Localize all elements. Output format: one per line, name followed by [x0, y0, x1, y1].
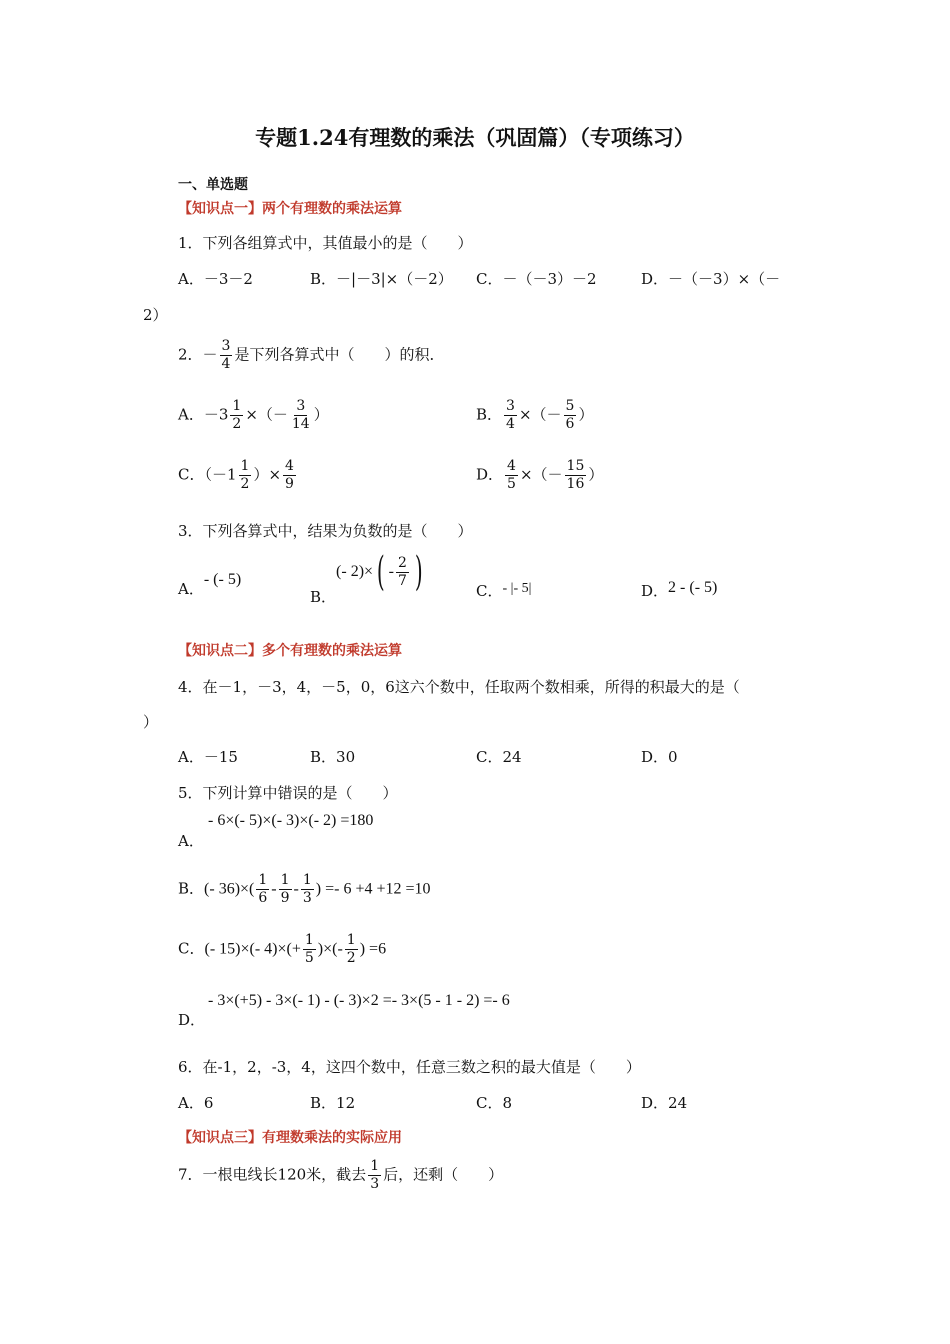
question-4-stem: 4．在－1，－3，4，－5，0，6这六个数中，任取两个数相乘，所得的积最大的是（ — [178, 678, 740, 696]
question-6-option-a: A．6 — [178, 1094, 214, 1112]
question-3-option-c: C．- |- 5| — [476, 581, 532, 600]
question-5-option-b: B．(- 36)×( $\frac{1}{6}$ - $\frac{1}{9}$ - $\frac{1}{3}$ ) =- 6 +4 +12 =10 — [178, 872, 431, 906]
section-heading: 一、单选题 — [178, 177, 248, 193]
question-6-stem: 6．在-1，2，-3，4，这四个数中，任意三数之积的最大值是（ ） — [178, 1058, 641, 1076]
question-1-option-a: A．－3－2 — [178, 270, 253, 288]
question-2-option-d: D． $\frac{4}{5}$ ×（－ $\frac{15}{16}$ ） — [476, 458, 604, 492]
question-5-option-c: C．(- 15)×(- 4)×(+ $\frac{1}{5}$ )×(- $\frac{1}{2}$ ) =6 — [178, 932, 387, 966]
question-2-suffix: 是下列各算式中（ ）的积． — [234, 345, 445, 364]
question-4-option-c: C．24 — [476, 748, 522, 766]
question-2-option-b: B． $\frac{3}{4}$ ×（－ $\frac{5}{6}$ ） — [476, 398, 594, 432]
knowledge-point-2: 【知识点二】多个有理数的乘法运算 — [178, 643, 402, 659]
question-6-option-c: C．8 — [476, 1094, 513, 1112]
question-4-option-a: A．－15 — [178, 748, 238, 766]
question-5-option-a-expr: - 6×(- 5)×(- 3)×(- 2) =180 — [208, 812, 374, 829]
knowledge-point-1: 【知识点一】两个有理数的乘法运算 — [178, 201, 402, 217]
question-5-option-d-label: D． — [178, 1011, 206, 1029]
question-1-option-d: D．－（－3）×（－ — [641, 270, 781, 288]
question-5-option-d-expr: - 3×(+5) - 3×(- 1) - (- 3)×2 =- 3×(5 - 1 - 2) =- 6 — [208, 992, 510, 1009]
question-6-option-d: D．24 — [641, 1094, 688, 1112]
question-1-option-d-wrap: 2） — [143, 306, 168, 324]
question-7-stem: 7．一根电线长120米，截去 $\frac{1}{3}$ 后，还剩（ ） — [178, 1158, 504, 1192]
question-6-option-b: B．12 — [310, 1094, 356, 1112]
page-title: 专题1.24有理数的乘法（巩固篇）（专项练习） — [255, 125, 695, 150]
question-3-option-a: A．- (- 5) — [178, 571, 242, 598]
question-3-option-d: D．2 - (- 5) — [641, 579, 718, 600]
question-2-prefix: 2．－ — [178, 345, 218, 364]
question-3-stem: 3．下列各算式中，结果为负数的是（ ） — [178, 522, 473, 540]
question-2-option-a: A．－3 $\frac{1}{2}$ ×（－ $\frac{3}{14}$ ） — [178, 398, 329, 432]
question-4-option-d: D．0 — [641, 748, 678, 766]
question-2-fraction: $\frac{3}{4}$ — [221, 338, 231, 372]
question-1-option-b: B．－|－3|×（－2） — [310, 270, 453, 288]
question-4-stem-wrap: ） — [143, 713, 159, 731]
question-1-option-c: C．－（－3）－2 — [476, 270, 597, 288]
question-5-stem: 5．下列计算中错误的是（ ） — [178, 784, 398, 802]
question-2-option-c: C．（－1 $\frac{1}{2}$ ）× $\frac{4}{9}$ — [178, 458, 294, 492]
question-4-option-b: B．30 — [310, 748, 356, 766]
question-2-stem — [178, 338, 444, 373]
question-1-stem: 1．下列各组算式中，其值最小的是（ ） — [178, 234, 473, 252]
question-3-option-b: B．(- 2)×( - $\frac{2}{7}$ ) — [310, 549, 423, 606]
knowledge-point-3: 【知识点三】有理数乘法的实际应用 — [178, 1130, 402, 1146]
question-5-option-a-label: A． — [178, 832, 204, 850]
